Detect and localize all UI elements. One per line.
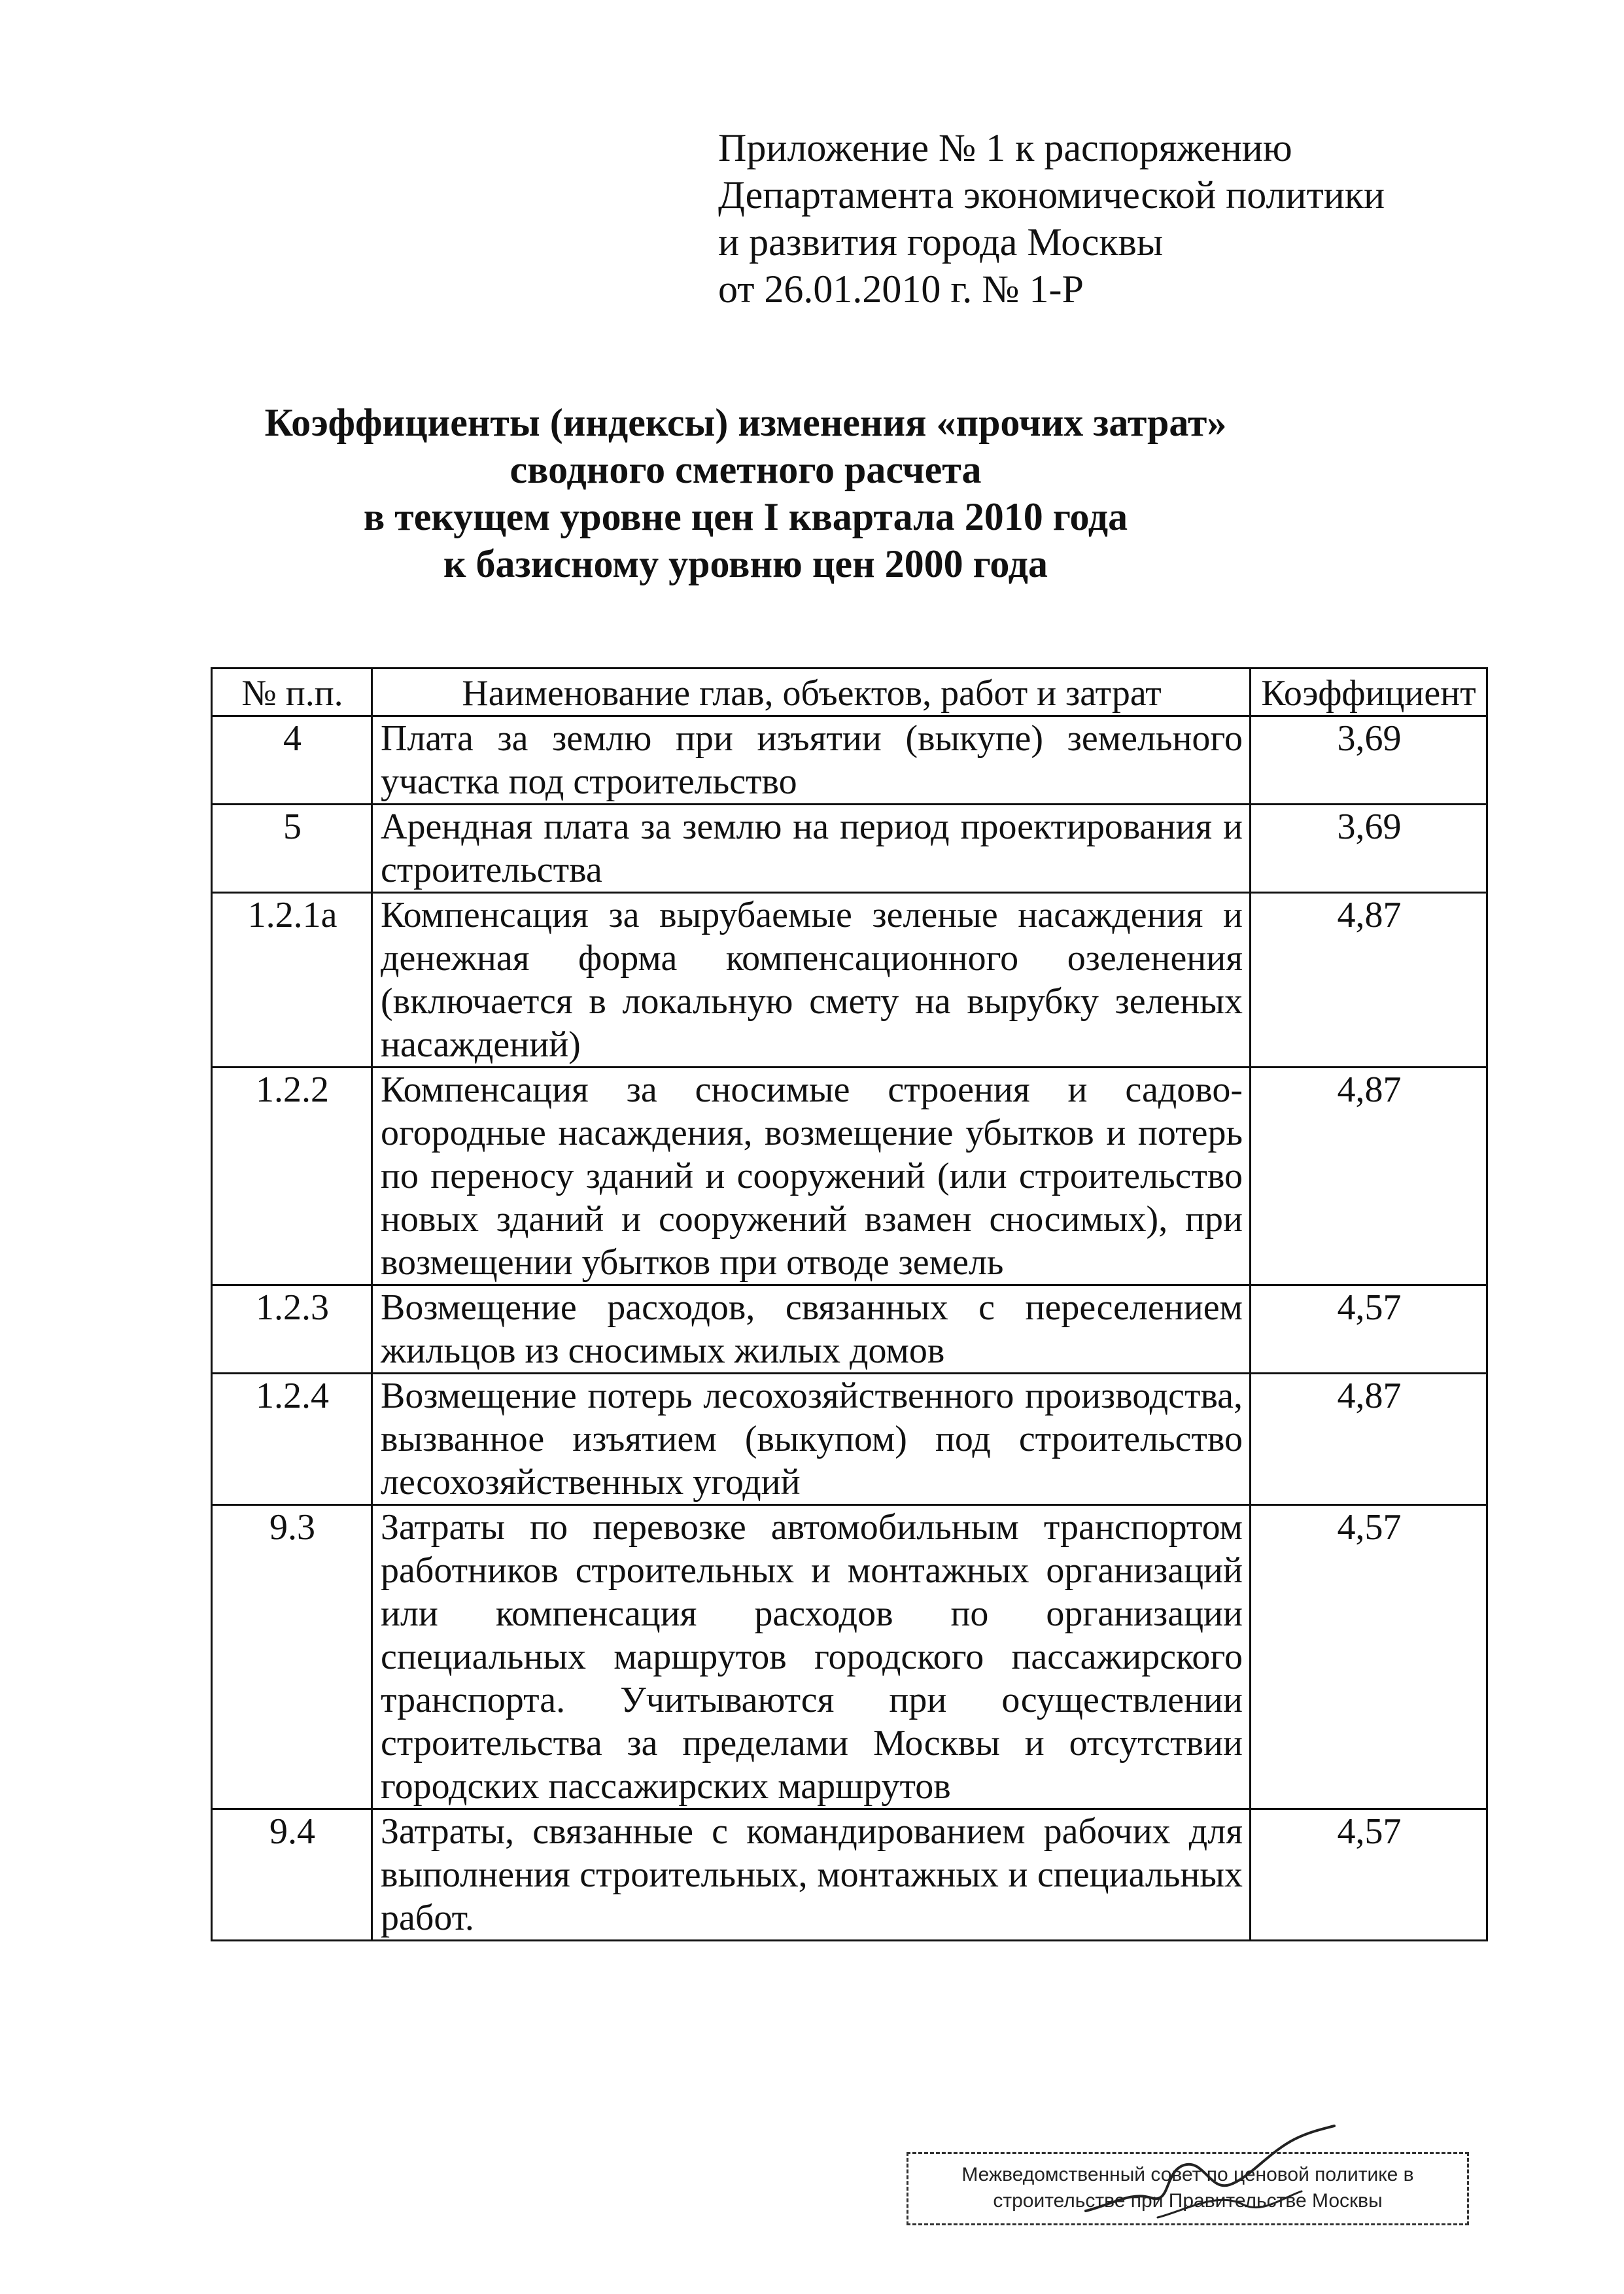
row-name: Плата за землю при изъятии (выкупе) земельного участка под строительство [372,716,1251,805]
row-number: 1.2.4 [212,1374,372,1505]
signature-scribble [1073,2113,1347,2244]
table-row [212,716,1487,805]
table-header-row [212,669,1487,716]
header-name: Наименование глав, объектов, работ и затрат [372,669,1251,716]
row-number: 4 [212,716,372,805]
table-row [212,1068,1487,1285]
document-title [196,399,1295,587]
row-coefficient: 4,87 [1251,893,1487,1068]
title-line-1: Коэффициенты (индексы) изменения «прочих затрат» [264,401,1227,444]
row-name: Возмещение потерь лесохозяйственного производства, вызванное изъятием (выкупом) под строительство лесохозяйственных угодий [372,1374,1251,1505]
table-row [212,1505,1487,1809]
table-row [212,1809,1487,1941]
row-name: Возмещение расходов, связанных с переселением жильцов из сносимых жилых домов [372,1285,1251,1374]
appendix-line-1: Приложение № 1 к распоряжению [718,126,1292,169]
row-name: Затраты по перевозке автомобильным транспортом работников строительных и монтажных организаций или компенсация расходов по организации специальных маршрутов городского пассажирского транспорта. Учитываются при осуществлении строительства за пределами Москвы и отсутствии городских пассажирских маршрутов [372,1505,1251,1809]
row-number: 5 [212,805,372,893]
header-number: № п.п. [212,669,372,716]
appendix-header [718,124,1503,313]
row-coefficient: 4,57 [1251,1809,1487,1941]
row-number: 1.2.3 [212,1285,372,1374]
appendix-line-3: и развития города Москвы [718,220,1164,264]
row-number: 1.2.1а [212,893,372,1068]
title-line-4: к базисному уровню цен 2000 года [443,542,1048,585]
table-row [212,805,1487,893]
row-coefficient: 3,69 [1251,805,1487,893]
row-number: 9.3 [212,1505,372,1809]
row-name: Компенсация за сносимые строения и садово-огородные насаждения, возмещение убытков и потерь по переносу зданий и сооружений (или строительство новых зданий и сооружений взамен сносимых), при возмещении убытков при отводе земель [372,1068,1251,1285]
stamp-line-1: Межведомственный совет по ценовой политике в [961,2164,1414,2185]
row-coefficient: 4,57 [1251,1285,1487,1374]
stamp-line-2: строительстве при Правительстве Москвы [993,2190,1383,2212]
row-number: 9.4 [212,1809,372,1941]
row-name: Арендная плата за землю на период проектирования и строительства [372,805,1251,893]
row-coefficient: 4,57 [1251,1505,1487,1809]
appendix-line-4: от 26.01.2010 г. № 1-Р [718,268,1084,311]
row-name: Затраты, связанные с командированием рабочих для выполнения строительных, монтажных и специальных работ. [372,1809,1251,1941]
coefficients-table [211,667,1488,1941]
table-row [212,893,1487,1068]
row-number: 1.2.2 [212,1068,372,1285]
row-coefficient: 3,69 [1251,716,1487,805]
appendix-line-2: Департамента экономической политики [718,173,1385,217]
table-row [212,1285,1487,1374]
row-coefficient: 4,87 [1251,1068,1487,1285]
header-coefficient: Коэффициент [1251,669,1487,716]
title-line-3: в текущем уровне цен I квартала 2010 года [363,495,1128,538]
row-coefficient: 4,87 [1251,1374,1487,1505]
row-name: Компенсация за вырубаемые зеленые насаждения и денежная форма компенсационного озеленения (включается в локальную смету на вырубку зеленых насаждений) [372,893,1251,1068]
table-row [212,1374,1487,1505]
title-line-2: сводного сметного расчета [510,448,982,491]
